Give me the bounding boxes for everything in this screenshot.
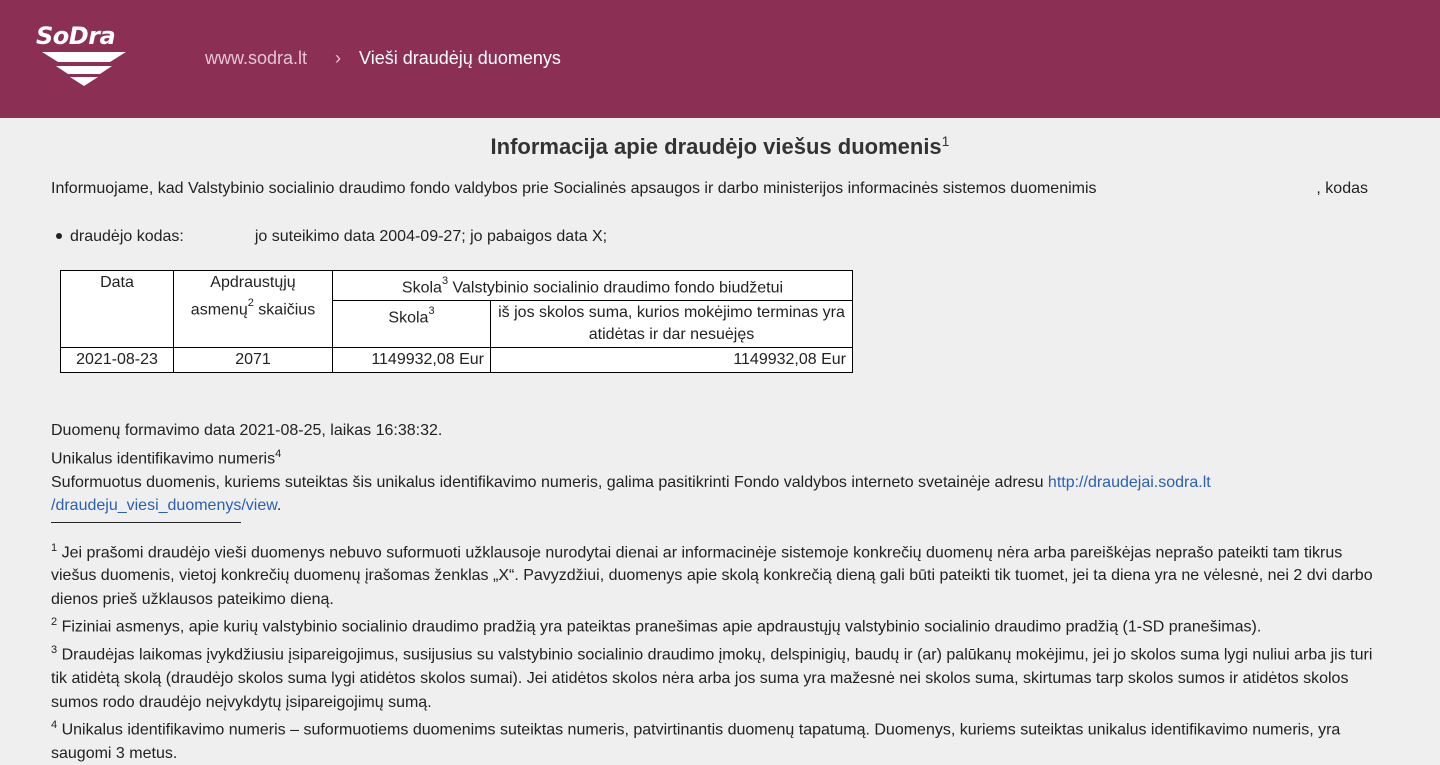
page-title-footnote-ref: 1: [941, 133, 950, 149]
footnote-1: $^1$ Jei prašomi draudėjo vieši duomenys nebuvo suformuoti užklausoje nurodytai dienai ar informacinėje sistemoje konkrečių duomenų nėra arba pareiškėjas neprašo pateikti tam tikrus viešus duomenis, vietoj konkrečių duomenų įrašomas ženklas „X“. Pavyzdžiui, duomenys apie skolą konkrečią dieną gali būti pateikti tik tuomet, jei ta diena yra ne vėlesnė, nei 2 dvi darbo dienos prieš užklausos pateikimo dieną.: [51, 541, 1373, 608]
site-header: [0, 0, 1440, 118]
main-content: [0, 118, 1440, 765]
breadcrumb-current: Vieši draudėjų duomenys: [359, 48, 561, 68]
footnote-4: $^4$ Unikalus identifikavimo numeris – suformuotiems duomenims suteiktas numeris, patvirtinantis duomenų tapatumą. Duomenys, kuriems suteiktas unikalus identifikavimo numeris, yra saugomi 3 metus.: [51, 719, 1341, 762]
table-row: [61, 348, 853, 373]
logo-text: SoDra: [36, 22, 116, 50]
intro-text: Informuojame, kad Valstybinio socialinio draudimo fondo valdybos prie Socialinės apsaugos ir darbo ministerijos informacinės sistemos duomenimis: [51, 180, 1097, 197]
table-header-date: Data: [61, 271, 174, 348]
breadcrumb-home-link[interactable]: www.sodra.lt: [205, 48, 308, 68]
footnotes: [51, 537, 1389, 765]
insurer-code-label: draudėjo kodas:: [70, 227, 184, 245]
page-title: [51, 118, 1389, 169]
footnote-2: $^2$ Fiziniai asmenys, apie kurių valstybinio socialinio draudimo pradžią yra pateiktas pranešimas apie apdraustųjų valstybinio socialinio draudimo pradžią (1-SD pranešimas).: [51, 616, 1262, 636]
table-header-debt-group: Skola$^3$ Valstybinio socialinio draudimo fondo biudžetui: [333, 271, 853, 301]
intro-paragraph: [51, 177, 1368, 201]
table-header-insured: Apdraustųjų asmenų$^2$ skaičius: [174, 271, 333, 348]
formation-date: Duomenų formavimo data 2021-08-25, laikas 16:38:32.: [51, 422, 443, 440]
footnote-divider: [51, 522, 241, 537]
insurer-code-details: jo suteikimo data 2004-09-27; jo pabaigos data X;: [254, 227, 608, 245]
sodra-logo[interactable]: [36, 24, 132, 88]
cell-deferred: 1149932,08 Eur: [491, 348, 853, 373]
breadcrumb: [205, 48, 561, 69]
verification-link[interactable]: http://draudejai.sodra.lt /draudeju_viesi_duomenys/view: [51, 473, 1211, 515]
table-header-debt: Skola$^3$: [333, 301, 491, 348]
cell-debt: 1149932,08 Eur: [333, 348, 491, 373]
page-title-text: Informacija apie draudėjo viešus duomenis: [490, 134, 942, 159]
intro-code-label: , kodas: [1316, 180, 1368, 197]
footnote-3: $^3$ Draudėjas laikomas įvykdžiusiu įsipareigojimus, susijusius su valstybinio socialinio draudimo įmokų, delspinigių, baudų ir (ar) palūkanų mokėjimu, jei jo skolos suma lygi nuliui arba jis turi tik atidėtą skolą (draudėjo skolos suma lygi atidėtos skolos sumai). Jei atidėtos skolos nėra arba jos suma yra mažesnė nei skolos suma, skirtumas tarp skolos sumos ir atidėtos skolos sumos rodo draudėjo neįvykdytų įsipareigojimų sumą.: [51, 644, 1373, 711]
meta-info: [51, 419, 1389, 517]
bullet-icon: [56, 233, 62, 239]
cell-insured: 2071: [174, 348, 333, 373]
debt-table: [60, 270, 853, 373]
cell-date: 2021-08-23: [61, 348, 174, 373]
logo-emblem-icon: [42, 48, 126, 86]
chevron-right-icon: ›: [335, 48, 342, 68]
check-info: Suformuotus duomenis, kuriems suteiktas šis unikalus identifikavimo numeris, galima pasitikrinti Fondo valdybos interneto svetainėje adresu http://draudejai.sodra.lt /draudeju_viesi_duomenys/view.: [51, 473, 1211, 515]
table-header-deferred: iš jos skolos suma, kurios mokėjimo terminas yra atidėtas ir dar nesuėjęs: [491, 301, 853, 348]
insurer-code-item: [51, 225, 1389, 249]
unique-id-line: Unikalus identifikavimo numeris$^4$: [51, 447, 282, 468]
